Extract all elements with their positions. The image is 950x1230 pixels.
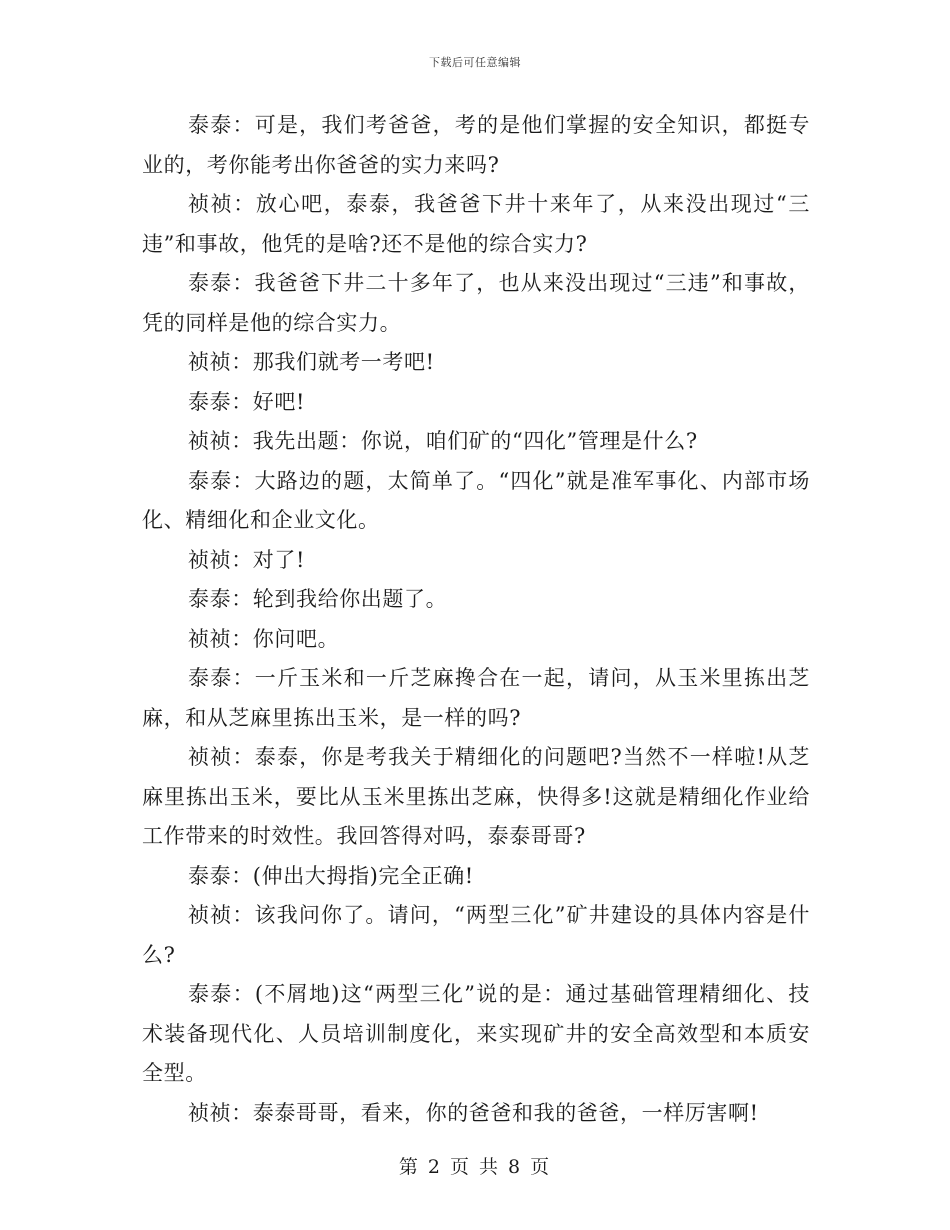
dialogue-paragraph: 祯祯：那我们就考一考吧! — [188, 350, 435, 374]
dialogue-paragraph: 泰泰：(伸出大拇指)完全正确! — [188, 863, 474, 888]
dialogue-paragraph: 祯祯：对了! — [188, 547, 306, 572]
page-header: 下载后可任意编辑 — [429, 56, 521, 69]
dialogue-paragraph: 祯祯：你问吧。 — [188, 626, 340, 651]
page-number-footer: 第 2 页 共 8 页 — [398, 1156, 552, 1178]
dialogue-paragraph: 祯祯：该我问你了。请问，“两型三化”矿井建设的具体内容是什么? — [142, 903, 810, 967]
dialogue-paragraph: 祯祯：放心吧，泰泰，我爸爸下井十来年了，从来没出现过“三违”和事故，他凭的是啥?还不是他的综合实力? — [142, 192, 810, 256]
dialogue-paragraph: 泰泰：我爸爸下井二十多年了，也从来没出现过“三违”和事故，凭的同样是他的综合实力。 — [142, 271, 810, 335]
dialogue-paragraph: 泰泰：大路边的题，太简单了。“四化”就是准军事化、内部市场化、精细化和企业文化。 — [142, 468, 810, 532]
dialogue-paragraph: 泰泰：轮到我给你出题了。 — [188, 587, 448, 611]
dialogue-paragraph: 泰泰：好吧! — [188, 389, 306, 414]
dialogue-paragraph: 祯祯：我先出题：你说，咱们矿的“四化”管理是什么? — [188, 429, 698, 453]
document-body — [142, 106, 810, 1133]
dialogue-paragraph: 泰泰：一斤玉米和一斤芝麻搀合在一起，请问，从玉米里拣出芝麻，和从芝麻里拣出玉米，是一样的吗? — [142, 666, 810, 730]
dialogue-paragraph: 祯祯：泰泰，你是考我关于精细化的问题吧?当然不一样啦!从芝麻里拣出玉米，要比从玉米里拣出芝麻，快得多!这就是精细化作业给工作带来的时效性。我回答得对吗，泰泰哥哥? — [142, 745, 810, 848]
dialogue-paragraph: 泰泰：可是，我们考爸爸，考的是他们掌握的安全知识，都挺专业的，考你能考出你爸爸的实力来吗? — [142, 113, 810, 177]
dialogue-paragraph: 祯祯：泰泰哥哥，看来，你的爸爸和我的爸爸，一样厉害啊! — [188, 1100, 759, 1125]
dialogue-paragraph: 泰泰：(不屑地)这“两型三化”说的是：通过基础管理精细化、技术装备现代化、人员培训制度化，来实现矿井的安全高效型和本质安全型。 — [142, 982, 810, 1085]
